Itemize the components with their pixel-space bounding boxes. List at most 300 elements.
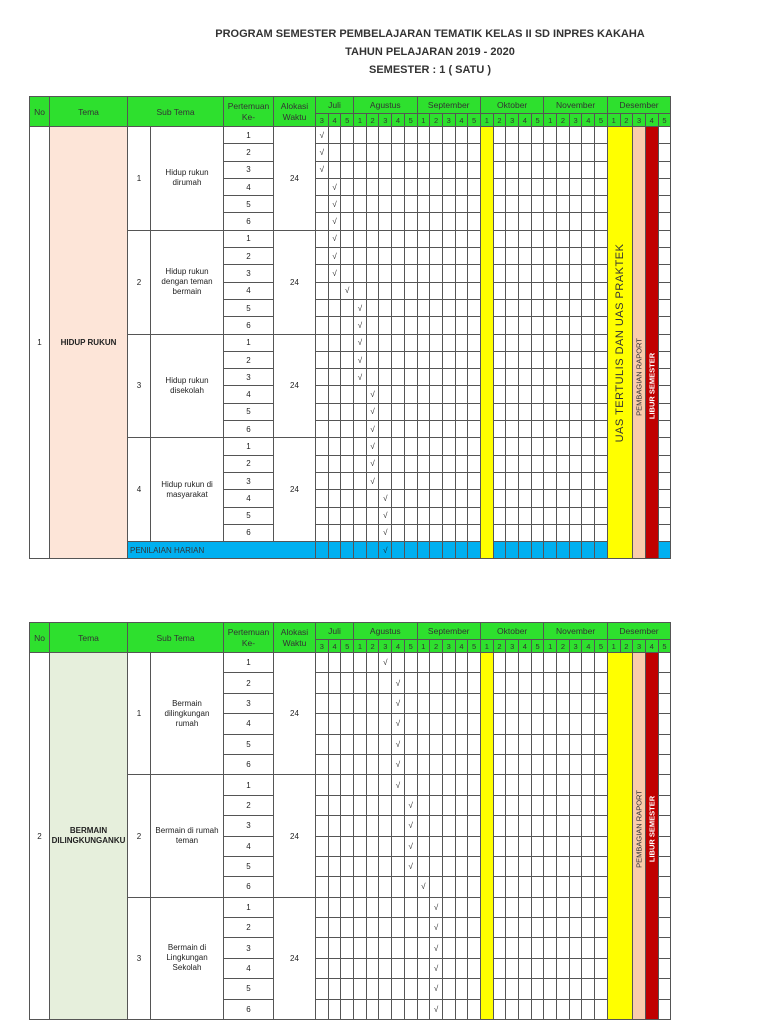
- pertemuan-number: 4: [224, 836, 274, 856]
- subtema-name: Hidup rukun dengan teman bermain: [151, 230, 224, 334]
- week-cell: [430, 403, 443, 420]
- week-cell: [404, 714, 417, 734]
- week-cell: [531, 775, 544, 795]
- week-cell: [442, 127, 455, 144]
- week-cell: [506, 816, 519, 836]
- week-cell: [557, 472, 570, 489]
- penilaian-cell: [569, 542, 582, 559]
- week-cell: [557, 795, 570, 815]
- week-cell: [430, 299, 443, 316]
- week-cell: [455, 127, 468, 144]
- week-cell: [658, 490, 671, 507]
- week-cell: [316, 918, 329, 938]
- week-cell: [506, 795, 519, 815]
- week-cell: [544, 795, 557, 815]
- week-header: 4: [645, 114, 658, 127]
- week-cell: [328, 816, 341, 836]
- week-cell: [379, 196, 392, 213]
- week-cell: [531, 897, 544, 917]
- week-cell: [658, 230, 671, 247]
- week-cell: [404, 877, 417, 897]
- week-cell: [582, 856, 595, 876]
- week-cell: [366, 213, 379, 230]
- week-cell: [430, 248, 443, 265]
- week-cell: [417, 795, 430, 815]
- col-header-pertemuan: Pertemuan Ke-: [224, 97, 274, 127]
- week-cell: [404, 979, 417, 999]
- week-cell: [468, 693, 481, 713]
- week-cell: [506, 856, 519, 876]
- week-cell: [379, 351, 392, 368]
- week-cell: [557, 265, 570, 282]
- week-cell: [417, 369, 430, 386]
- week-cell: [493, 775, 506, 795]
- week-cell: [519, 299, 532, 316]
- week-cell: [430, 351, 443, 368]
- check-mark: √: [366, 455, 379, 472]
- week-cell: [417, 213, 430, 230]
- week-header: 4: [455, 114, 468, 127]
- week-cell: [417, 438, 430, 455]
- week-cell: [468, 507, 481, 524]
- week-cell: [658, 178, 671, 195]
- week-cell: [430, 524, 443, 541]
- week-cell: [392, 421, 405, 438]
- week-header: 3: [379, 640, 392, 653]
- week-header: 5: [341, 640, 354, 653]
- subtema-number: 1: [128, 653, 151, 775]
- week-cell: [417, 999, 430, 1019]
- week-cell: [442, 421, 455, 438]
- week-cell: [658, 317, 671, 334]
- week-cell: [582, 754, 595, 774]
- week-cell: [519, 734, 532, 754]
- week-cell: [582, 299, 595, 316]
- week-cell: [569, 714, 582, 734]
- week-cell: [544, 754, 557, 774]
- week-cell: [658, 334, 671, 351]
- week-cell: [569, 127, 582, 144]
- week-cell: [582, 734, 595, 754]
- week-cell: [442, 369, 455, 386]
- week-cell: [569, 299, 582, 316]
- week-cell: [658, 213, 671, 230]
- week-cell: [658, 856, 671, 876]
- week-cell: [569, 507, 582, 524]
- week-cell: [354, 693, 367, 713]
- week-cell: [557, 386, 570, 403]
- week-cell: [354, 673, 367, 693]
- pertemuan-number: 4: [224, 490, 274, 507]
- week-cell: [316, 958, 329, 978]
- week-cell: [316, 693, 329, 713]
- week-cell: [569, 472, 582, 489]
- week-cell: [531, 938, 544, 958]
- week-cell: [404, 299, 417, 316]
- week-cell: [595, 265, 608, 282]
- week-cell: [354, 856, 367, 876]
- week-cell: [557, 438, 570, 455]
- week-cell: [328, 127, 341, 144]
- week-cell: [493, 714, 506, 734]
- week-cell: [493, 438, 506, 455]
- week-cell: [493, 673, 506, 693]
- week-cell: [531, 490, 544, 507]
- pertemuan-number: 5: [224, 979, 274, 999]
- week-cell: [328, 918, 341, 938]
- week-cell: [531, 317, 544, 334]
- week-cell: [595, 856, 608, 876]
- week-cell: [544, 507, 557, 524]
- week-header: 5: [468, 114, 481, 127]
- week-header: 4: [392, 640, 405, 653]
- week-cell: [658, 938, 671, 958]
- week-header: 3: [316, 640, 329, 653]
- subtema-number: 1: [128, 127, 151, 231]
- week-cell: [506, 403, 519, 420]
- week-cell: [531, 213, 544, 230]
- alokasi-value: 24: [274, 334, 316, 438]
- week-cell: [544, 673, 557, 693]
- week-cell: [417, 265, 430, 282]
- week-cell: [544, 918, 557, 938]
- libur-block: [645, 127, 658, 559]
- week-cell: [519, 334, 532, 351]
- alokasi-value: 24: [274, 230, 316, 334]
- month-header: Juli: [316, 623, 354, 640]
- week-cell: [595, 897, 608, 917]
- week-cell: [354, 754, 367, 774]
- week-cell: [404, 196, 417, 213]
- week-cell: [392, 455, 405, 472]
- week-header: 2: [366, 640, 379, 653]
- week-cell: [404, 403, 417, 420]
- week-cell: [316, 979, 329, 999]
- week-cell: [595, 734, 608, 754]
- week-cell: [468, 265, 481, 282]
- week-cell: [379, 836, 392, 856]
- week-cell: [392, 438, 405, 455]
- pertemuan-number: 3: [224, 938, 274, 958]
- week-cell: [582, 265, 595, 282]
- week-cell: [544, 856, 557, 876]
- week-cell: [531, 693, 544, 713]
- week-cell: [658, 196, 671, 213]
- pertemuan-number: 5: [224, 507, 274, 524]
- week-cell: [544, 877, 557, 897]
- week-cell: [531, 127, 544, 144]
- week-cell: [442, 161, 455, 178]
- week-cell: [341, 795, 354, 815]
- week-cell: [506, 178, 519, 195]
- week-cell: [658, 265, 671, 282]
- week-cell: [430, 265, 443, 282]
- week-cell: [557, 421, 570, 438]
- week-cell: [519, 455, 532, 472]
- week-cell: [392, 248, 405, 265]
- pertemuan-number: 1: [224, 775, 274, 795]
- week-cell: [493, 472, 506, 489]
- week-cell: [366, 317, 379, 334]
- week-cell: [544, 524, 557, 541]
- week-cell: [366, 524, 379, 541]
- week-cell: [468, 421, 481, 438]
- week-cell: [430, 836, 443, 856]
- week-header: 5: [531, 640, 544, 653]
- week-cell: [658, 653, 671, 673]
- alokasi-value: 24: [274, 127, 316, 231]
- week-cell: [392, 472, 405, 489]
- week-cell: [519, 673, 532, 693]
- week-cell: [366, 877, 379, 897]
- check-mark: √: [328, 196, 341, 213]
- week-cell: [506, 196, 519, 213]
- week-cell: [455, 795, 468, 815]
- week-cell: [569, 421, 582, 438]
- week-cell: [455, 178, 468, 195]
- week-cell: [417, 816, 430, 836]
- check-mark: √: [366, 386, 379, 403]
- week-cell: [531, 265, 544, 282]
- week-header: 1: [417, 114, 430, 127]
- week-cell: [354, 455, 367, 472]
- week-cell: [506, 653, 519, 673]
- week-header: 5: [595, 640, 608, 653]
- week-cell: [328, 877, 341, 897]
- week-cell: [328, 795, 341, 815]
- week-cell: [328, 979, 341, 999]
- week-cell: [468, 386, 481, 403]
- week-cell: [493, 248, 506, 265]
- week-cell: [354, 918, 367, 938]
- week-header: 1: [480, 640, 493, 653]
- week-cell: [354, 836, 367, 856]
- week-cell: [455, 507, 468, 524]
- week-cell: [316, 351, 329, 368]
- pertemuan-number: 6: [224, 754, 274, 774]
- week-cell: [582, 351, 595, 368]
- week-cell: [404, 127, 417, 144]
- week-cell: [531, 754, 544, 774]
- week-cell: [544, 334, 557, 351]
- week-cell: [531, 178, 544, 195]
- week-cell: [341, 490, 354, 507]
- week-cell: [595, 673, 608, 693]
- week-cell: [531, 714, 544, 734]
- week-cell: [430, 213, 443, 230]
- week-cell: [506, 282, 519, 299]
- week-cell: [328, 734, 341, 754]
- week-cell: [582, 958, 595, 978]
- week-cell: [404, 248, 417, 265]
- week-cell: [468, 877, 481, 897]
- week-cell: [354, 213, 367, 230]
- week-cell: [417, 472, 430, 489]
- week-cell: [316, 196, 329, 213]
- week-cell: [442, 918, 455, 938]
- week-cell: [531, 958, 544, 978]
- week-cell: [341, 161, 354, 178]
- week-cell: [506, 421, 519, 438]
- week-cell: [442, 775, 455, 795]
- pertemuan-number: 5: [224, 856, 274, 876]
- week-cell: [379, 265, 392, 282]
- week-cell: [404, 524, 417, 541]
- week-cell: [519, 856, 532, 876]
- week-cell: [354, 490, 367, 507]
- week-cell: [404, 693, 417, 713]
- week-cell: [341, 403, 354, 420]
- week-cell: [582, 144, 595, 161]
- week-cell: [582, 161, 595, 178]
- check-mark: √: [430, 958, 443, 978]
- week-cell: [595, 334, 608, 351]
- week-cell: [366, 265, 379, 282]
- week-cell: [442, 524, 455, 541]
- week-cell: [468, 230, 481, 247]
- week-cell: [379, 369, 392, 386]
- week-cell: [506, 507, 519, 524]
- week-cell: [430, 795, 443, 815]
- week-cell: [316, 524, 329, 541]
- week-cell: [557, 816, 570, 836]
- week-cell: [519, 265, 532, 282]
- week-cell: [328, 856, 341, 876]
- week-cell: [392, 127, 405, 144]
- week-cell: [582, 213, 595, 230]
- week-cell: [316, 213, 329, 230]
- week-cell: [557, 127, 570, 144]
- week-cell: [557, 161, 570, 178]
- week-cell: [468, 897, 481, 917]
- week-header: 4: [582, 640, 595, 653]
- week-cell: [316, 369, 329, 386]
- week-cell: [582, 421, 595, 438]
- week-cell: [468, 299, 481, 316]
- week-cell: [493, 836, 506, 856]
- week-cell: [442, 856, 455, 876]
- week-cell: [417, 299, 430, 316]
- week-cell: [531, 795, 544, 815]
- week-cell: [493, 653, 506, 673]
- week-cell: [430, 816, 443, 836]
- week-cell: [493, 734, 506, 754]
- week-cell: [417, 918, 430, 938]
- week-cell: [582, 877, 595, 897]
- semester-label: SEMESTER : 1 ( SATU ): [368, 64, 492, 76]
- week-cell: [366, 693, 379, 713]
- pertemuan-number: 5: [224, 403, 274, 420]
- pertemuan-number: 2: [224, 351, 274, 368]
- week-cell: [392, 856, 405, 876]
- week-cell: [442, 490, 455, 507]
- week-cell: [658, 127, 671, 144]
- week-cell: [557, 877, 570, 897]
- week-cell: [531, 248, 544, 265]
- week-cell: [519, 351, 532, 368]
- week-cell: [366, 979, 379, 999]
- pertemuan-number: 6: [224, 524, 274, 541]
- week-cell: [557, 507, 570, 524]
- week-cell: [404, 144, 417, 161]
- week-cell: [316, 472, 329, 489]
- week-cell: [341, 693, 354, 713]
- penilaian-cell: [493, 542, 506, 559]
- week-cell: [544, 317, 557, 334]
- alokasi-value: 24: [274, 775, 316, 897]
- alokasi-value: 24: [274, 897, 316, 1019]
- week-cell: [404, 958, 417, 978]
- week-cell: [328, 386, 341, 403]
- week-cell: [658, 897, 671, 917]
- week-cell: [595, 299, 608, 316]
- week-cell: [595, 230, 608, 247]
- week-cell: [531, 979, 544, 999]
- week-header: 4: [645, 640, 658, 653]
- week-cell: [442, 144, 455, 161]
- week-cell: [392, 918, 405, 938]
- subtema-name: Bermain di Lingkungan Sekolah: [151, 897, 224, 1019]
- week-cell: [379, 144, 392, 161]
- week-cell: [531, 196, 544, 213]
- week-cell: [455, 403, 468, 420]
- week-cell: [392, 386, 405, 403]
- week-cell: [544, 775, 557, 795]
- week-cell: [379, 472, 392, 489]
- week-cell: [557, 455, 570, 472]
- week-header: 4: [392, 114, 405, 127]
- week-cell: [595, 979, 608, 999]
- check-mark: √: [404, 836, 417, 856]
- week-cell: [442, 693, 455, 713]
- pertemuan-number: 3: [224, 265, 274, 282]
- week-cell: [316, 877, 329, 897]
- week-header: 3: [506, 114, 519, 127]
- week-cell: [354, 265, 367, 282]
- week-cell: [569, 213, 582, 230]
- month-header: November: [544, 97, 607, 114]
- week-cell: [442, 299, 455, 316]
- week-cell: [430, 734, 443, 754]
- week-cell: [442, 754, 455, 774]
- week-cell: [455, 386, 468, 403]
- week-cell: [430, 334, 443, 351]
- week-cell: [658, 299, 671, 316]
- week-cell: [506, 369, 519, 386]
- subtema-name: Bermain dilingkungan rumah: [151, 653, 224, 775]
- week-cell: [658, 507, 671, 524]
- week-cell: [658, 836, 671, 856]
- table-row: [30, 127, 671, 144]
- penilaian-cell: [430, 542, 443, 559]
- week-cell: [379, 248, 392, 265]
- week-header: 2: [430, 640, 443, 653]
- penilaian-cell: [468, 542, 481, 559]
- week-cell: [430, 369, 443, 386]
- week-cell: [366, 653, 379, 673]
- week-cell: [442, 734, 455, 754]
- week-cell: [531, 524, 544, 541]
- week-cell: [430, 754, 443, 774]
- week-cell: [354, 938, 367, 958]
- week-cell: [595, 877, 608, 897]
- week-cell: [519, 795, 532, 815]
- week-cell: [557, 918, 570, 938]
- penilaian-cell: [455, 542, 468, 559]
- week-cell: [658, 403, 671, 420]
- week-cell: [442, 958, 455, 978]
- week-cell: [595, 196, 608, 213]
